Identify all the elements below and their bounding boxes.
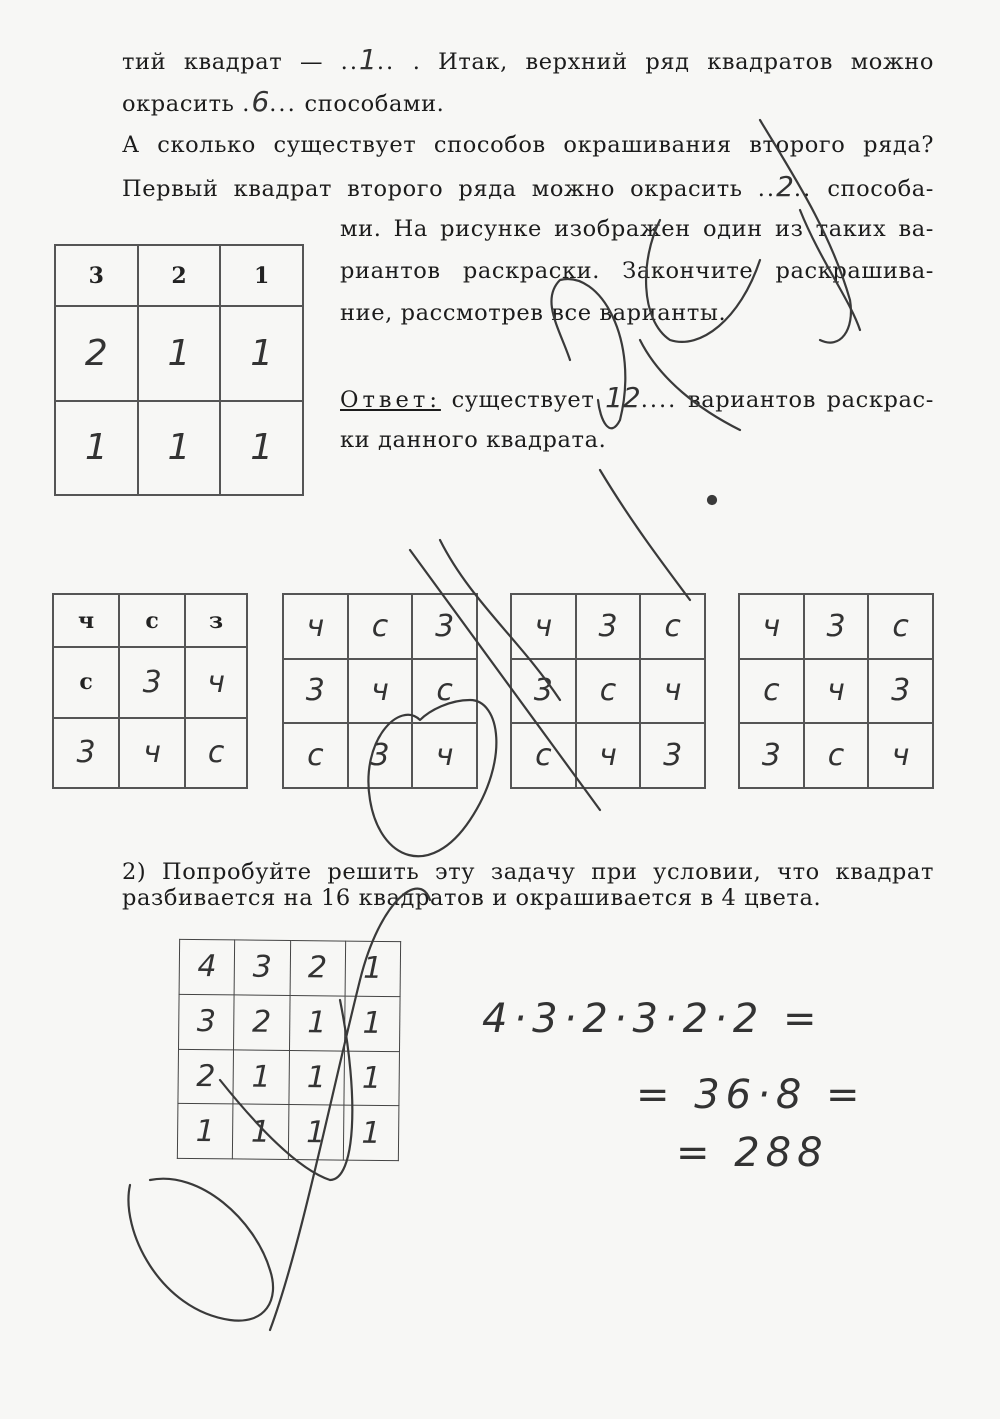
grid-cell: с [185, 718, 247, 788]
grid-cell: 3 [179, 994, 235, 1049]
grid-cell: ч [119, 718, 185, 788]
question-line-2 [122, 170, 934, 203]
grid-cell: с [283, 723, 348, 788]
grid-cell: 3 [804, 594, 869, 659]
text: Первый квадрат второго ряда можно окрасить [122, 176, 743, 202]
grid-cell: ч [185, 647, 247, 717]
handwritten-answer: 12 [605, 381, 641, 414]
grid-cell: 1 [220, 401, 303, 495]
answer-line-2: ки данного квадрата. [340, 427, 607, 453]
color-grid-4 [738, 593, 934, 789]
main-grid [54, 244, 304, 496]
question-side-1: ми. На рисунке изображен один из таких ва- [340, 216, 934, 242]
grid-cell: 1 [233, 1049, 289, 1104]
grid-cell: з [185, 594, 247, 647]
grid-cell: ч [804, 659, 869, 724]
grid-cell: 1 [289, 995, 345, 1050]
grid-cell: с [739, 659, 804, 724]
grid-cell: 1 [177, 1104, 233, 1159]
handwritten-answer: 6 [251, 85, 270, 118]
grid-cell: 3 [119, 647, 185, 717]
grid-cell: ч [53, 594, 119, 647]
grid-cell: ч [511, 594, 576, 659]
text: тий квадрат — [122, 49, 324, 75]
text: способами. [304, 91, 445, 117]
grid-cell: 2 [234, 995, 290, 1050]
grid-cell: 4 [179, 939, 235, 994]
question-side-2: риантов раскраски. Закончите раскрашива- [340, 258, 934, 284]
grid-cell: 2 [178, 1049, 234, 1104]
grid-cell: ч [739, 594, 804, 659]
grid-cell: с [119, 594, 185, 647]
grid-cell: 3 [868, 659, 933, 724]
grid-cell: ч [283, 594, 348, 659]
grid-cell: с [640, 594, 705, 659]
grid-cell: ч [576, 723, 641, 788]
grid-cell: 1 [344, 996, 400, 1051]
grid-cell: 1 [138, 306, 221, 400]
color-grid-1 [52, 593, 248, 789]
grid-cell: 2 [55, 306, 138, 400]
calc-line-3: = 288 [676, 1130, 829, 1176]
grid-cell: 1 [55, 401, 138, 495]
blank: ..1.. [340, 43, 396, 76]
problem2-line-2: разбивается на 16 квадратов и окрашивается в 4 цвета. [122, 885, 822, 911]
grid-cell: 3 [511, 659, 576, 724]
grid-cell: 3 [739, 723, 804, 788]
color-grid-3 [510, 593, 706, 789]
grid-cell: 1 [288, 1050, 344, 1105]
grid-cell: с [511, 723, 576, 788]
intro-line-2 [122, 85, 934, 118]
watermark-stroke [128, 1179, 273, 1321]
grid-cell: 1 [220, 306, 303, 400]
grid-cell: 1 [138, 401, 221, 495]
grid-cell: 1 [233, 1104, 289, 1159]
intro-line-1 [122, 43, 934, 76]
grid-cell: 3 [576, 594, 641, 659]
grid-cell: с [53, 647, 119, 717]
grid-cell: 3 [640, 723, 705, 788]
grid-cell: 3 [348, 723, 413, 788]
grid-cell: ч [868, 723, 933, 788]
text: существует [451, 387, 595, 413]
problem2-line-1: 2) Попробуйте решить эту задачу при условии, что квадрат [122, 859, 934, 885]
calc-line-2: = 36·8 = [636, 1072, 866, 1118]
grid-cell: с [576, 659, 641, 724]
question-line-1: А сколько существует способов окрашивания второго ряда? [122, 132, 934, 158]
answer-label: Ответ: [340, 387, 441, 413]
grid-cell: ч [412, 723, 477, 788]
grid-cell: с [804, 723, 869, 788]
grid-cell: 3 [55, 245, 138, 306]
grid-cell: ч [348, 659, 413, 724]
grid-cell: ч [640, 659, 705, 724]
grid-cell: с [348, 594, 413, 659]
blank: 12.... [605, 381, 678, 414]
text: способа- [827, 176, 934, 202]
blank: ..2.. [757, 170, 813, 203]
watermark-dot [708, 496, 716, 504]
question-side-3: ние, рассмотрев все варианты. [340, 300, 727, 326]
grid-cell: 3 [412, 594, 477, 659]
text: окрасить [122, 91, 235, 117]
grid-cell: с [868, 594, 933, 659]
grid-16 [177, 939, 401, 1161]
color-grid-2 [282, 593, 478, 789]
calc-line-1: 4·3·2·3·2·2 = [482, 996, 823, 1042]
blank: .6... [242, 85, 297, 118]
grid-cell: 2 [290, 941, 346, 996]
handwritten-answer: 1 [358, 43, 377, 76]
grid-cell: 1 [220, 245, 303, 306]
watermark-stroke [600, 470, 690, 600]
grid-cell: 3 [234, 940, 290, 995]
grid-cell: с [412, 659, 477, 724]
grid-cell: 1 [343, 1105, 399, 1160]
grid-cell: 2 [138, 245, 221, 306]
grid-cell: 1 [288, 1105, 344, 1160]
grid-cell: 1 [344, 1051, 400, 1106]
answer-line-1 [340, 381, 934, 414]
grid-cell: 3 [53, 718, 119, 788]
grid-cell: 1 [345, 941, 401, 996]
text: . Итак, верхний ряд квадратов можно [412, 49, 934, 75]
text: вариантов раскрас- [688, 387, 934, 413]
grid-cell: 3 [283, 659, 348, 724]
handwritten-answer: 2 [776, 170, 794, 203]
